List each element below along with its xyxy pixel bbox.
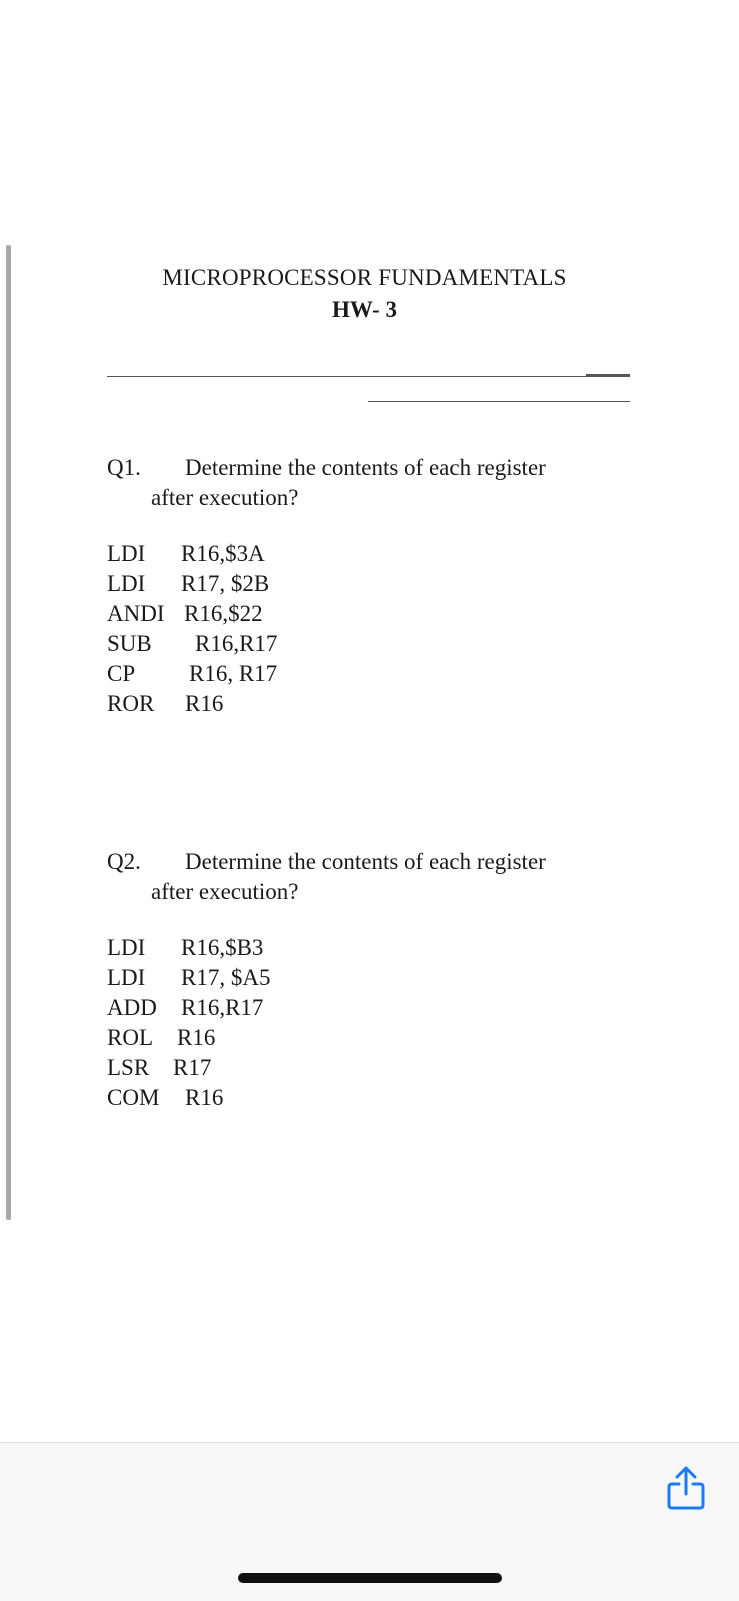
question-number: Q2. bbox=[107, 849, 141, 874]
instruction-op: LDI bbox=[107, 571, 146, 596]
question-text: Determine the contents of each register bbox=[185, 455, 546, 480]
instruction-arg: R16,$3A bbox=[181, 541, 265, 566]
divider-line-short bbox=[368, 401, 630, 402]
question-text-continued: after execution? bbox=[151, 485, 299, 510]
instruction-arg: R16, R17 bbox=[189, 661, 278, 686]
instruction-op: ROL bbox=[107, 1025, 153, 1050]
home-indicator[interactable] bbox=[238, 1573, 502, 1583]
instruction-op: CP bbox=[107, 661, 136, 686]
instruction-arg: R16 bbox=[185, 1085, 224, 1110]
question-1 bbox=[107, 453, 546, 513]
instruction-arg: R16,$22 bbox=[184, 601, 263, 626]
share-button[interactable] bbox=[666, 1466, 706, 1510]
instruction-op: ANDI bbox=[107, 601, 165, 626]
instruction-arg: R17, $A5 bbox=[181, 965, 271, 990]
instruction-op: LDI bbox=[107, 965, 146, 990]
share-icon bbox=[666, 1466, 706, 1510]
question-text-continued: after execution? bbox=[151, 879, 299, 904]
question-2 bbox=[107, 847, 546, 907]
instruction-op: COM bbox=[107, 1085, 160, 1110]
instruction-op: LDI bbox=[107, 935, 146, 960]
instruction-op: SUB bbox=[107, 631, 152, 656]
instruction-op: ADD bbox=[107, 995, 157, 1020]
instruction-arg: R17, $2B bbox=[181, 571, 270, 596]
divider-line bbox=[107, 376, 630, 377]
instruction-op: LSR bbox=[107, 1055, 150, 1080]
divider-line-end bbox=[586, 374, 630, 377]
instruction-arg: R16,R17 bbox=[181, 995, 264, 1020]
scroll-indicator[interactable] bbox=[6, 245, 11, 1220]
question-number: Q1. bbox=[107, 455, 141, 480]
instruction-op: LDI bbox=[107, 541, 146, 566]
instruction-arg: R16 bbox=[185, 691, 224, 716]
document-title: MICROPROCESSOR FUNDAMENTALS bbox=[162, 265, 567, 290]
instruction-arg: R16,$B3 bbox=[181, 935, 264, 960]
instruction-arg: R16 bbox=[177, 1025, 216, 1050]
instruction-arg: R17 bbox=[173, 1055, 212, 1080]
instruction-arg: R16,R17 bbox=[195, 631, 278, 656]
question-text: Determine the contents of each register bbox=[185, 849, 546, 874]
instruction-op: ROR bbox=[107, 691, 155, 716]
document-subtitle: HW- 3 bbox=[332, 297, 397, 322]
